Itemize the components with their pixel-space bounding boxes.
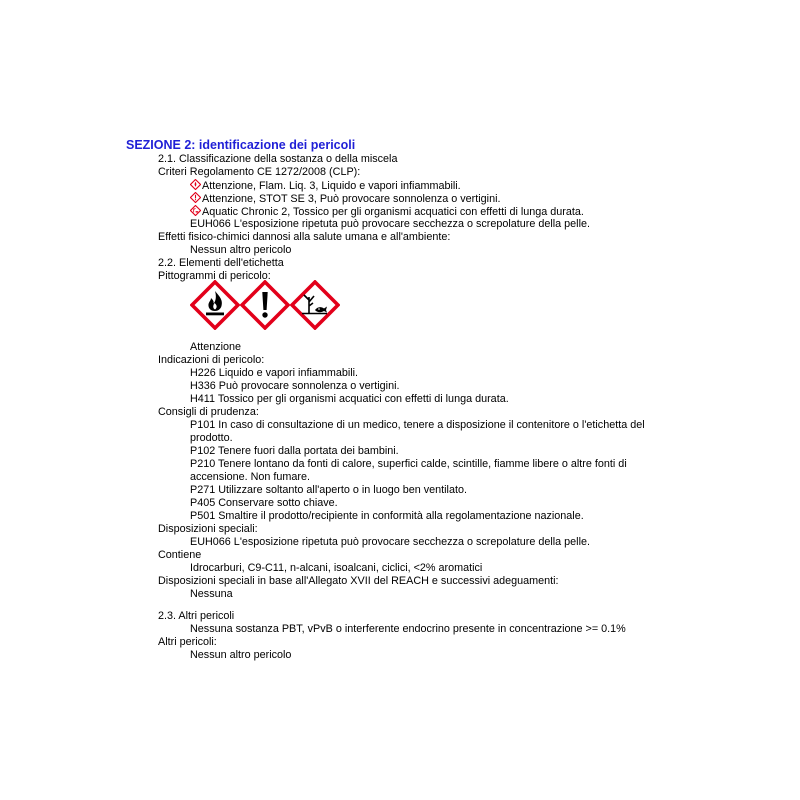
precautionary-heading: Consigli di prudenza: xyxy=(158,406,259,418)
pictograms-heading: Pittogrammi di pericolo: xyxy=(158,270,271,282)
precautionary-statement-p271: P271 Utilizzare soltanto all'aperto o in luogo ben ventilato. xyxy=(190,484,467,496)
precautionary-statement-p102: P102 Tenere fuori dalla portata dei bambini. xyxy=(190,445,399,457)
reach-value: Nessuna xyxy=(190,588,233,600)
special-provisions-value: EUH066 L'esposizione ripetuta può provocare secchezza o screpolature della pelle. xyxy=(190,536,590,548)
special-provisions-heading: Disposizioni speciali: xyxy=(158,523,258,535)
subsection-2-1-heading: 2.1. Classificazione della sostanza o della miscela xyxy=(158,153,398,165)
flame-mini-icon xyxy=(190,179,201,190)
hazard-statement: H336 Può provocare sonnolenza o vertigini. xyxy=(190,380,400,392)
precautionary-statement-p405: P405 Conservare sotto chiave. xyxy=(190,497,338,509)
exclamation-pictogram-icon xyxy=(240,280,290,330)
classification-line xyxy=(190,179,461,193)
flame-pictogram-icon xyxy=(190,280,240,330)
precautionary-statement-p501: P501 Smaltire il prodotto/recipiente in conformità alla regolamentazione nazionale. xyxy=(190,510,584,522)
environment-pictogram-icon xyxy=(290,280,340,330)
effects-value: Nessun altro pericolo xyxy=(190,244,292,256)
classification-line xyxy=(190,205,584,219)
other-hazards-heading: Altri pericoli: xyxy=(158,636,217,648)
exclamation-mini-icon xyxy=(190,192,201,203)
precautionary-statement-p101-cont: prodotto. xyxy=(190,432,233,444)
effects-heading: Effetti fisico-chimici dannosi alla salute umana e all'ambiente: xyxy=(158,231,451,243)
euh066-classification: EUH066 L'esposizione ripetuta può provocare secchezza o screpolature della pelle. xyxy=(190,218,590,230)
environment-mini-icon xyxy=(190,205,201,216)
classification-line xyxy=(190,192,501,206)
clp-criteria-heading: Criteri Regolamento CE 1272/2008 (CLP): xyxy=(158,166,361,178)
subsection-2-2-heading: 2.2. Elementi dell'etichetta xyxy=(158,257,284,269)
subsection-2-3-heading: 2.3. Altri pericoli xyxy=(158,610,235,622)
section-title: SEZIONE 2: identificazione dei pericoli xyxy=(126,138,356,152)
contains-value: Idrocarburi, C9-C11, n-alcani, isoalcani, ciclici, <2% aromatici xyxy=(190,562,483,574)
hazard-statement: H411 Tossico per gli organismi acquatici con effetti di lunga durata. xyxy=(190,393,509,405)
hazard-statements-heading: Indicazioni di pericolo: xyxy=(158,354,265,366)
precautionary-statement-p210: P210 Tenere lontano da fonti di calore, superfici calde, scintille, fiamme libere o altre fonti di xyxy=(190,458,627,470)
signal-word: Attenzione xyxy=(190,341,242,353)
classification-text: Attenzione, STOT SE 3, Può provocare sonnolenza o vertigini. xyxy=(202,193,501,205)
reach-heading: Disposizioni speciali in base all'Allegato XVII del REACH e successivi adeguamenti: xyxy=(158,575,559,587)
precautionary-statement-p101: P101 In caso di consultazione di un medico, tenere a disposizione il contenitore o l'etichetta del xyxy=(190,419,645,431)
hazard-statement: H226 Liquido e vapori infiammabili. xyxy=(190,367,359,379)
other-hazards-value: Nessun altro pericolo xyxy=(190,649,292,661)
classification-text: Attenzione, Flam. Liq. 3, Liquido e vapori infiammabili. xyxy=(202,180,461,192)
pbt-value: Nessuna sostanza PBT, vPvB o interferente endocrino presente in concentrazione >= 0.1% xyxy=(190,623,626,635)
precautionary-statement-p210-cont: accensione. Non fumare. xyxy=(190,471,311,483)
contains-heading: Contiene xyxy=(158,549,202,561)
classification-text: Aquatic Chronic 2, Tossico per gli organismi acquatici con effetti di lunga durata. xyxy=(202,206,584,218)
